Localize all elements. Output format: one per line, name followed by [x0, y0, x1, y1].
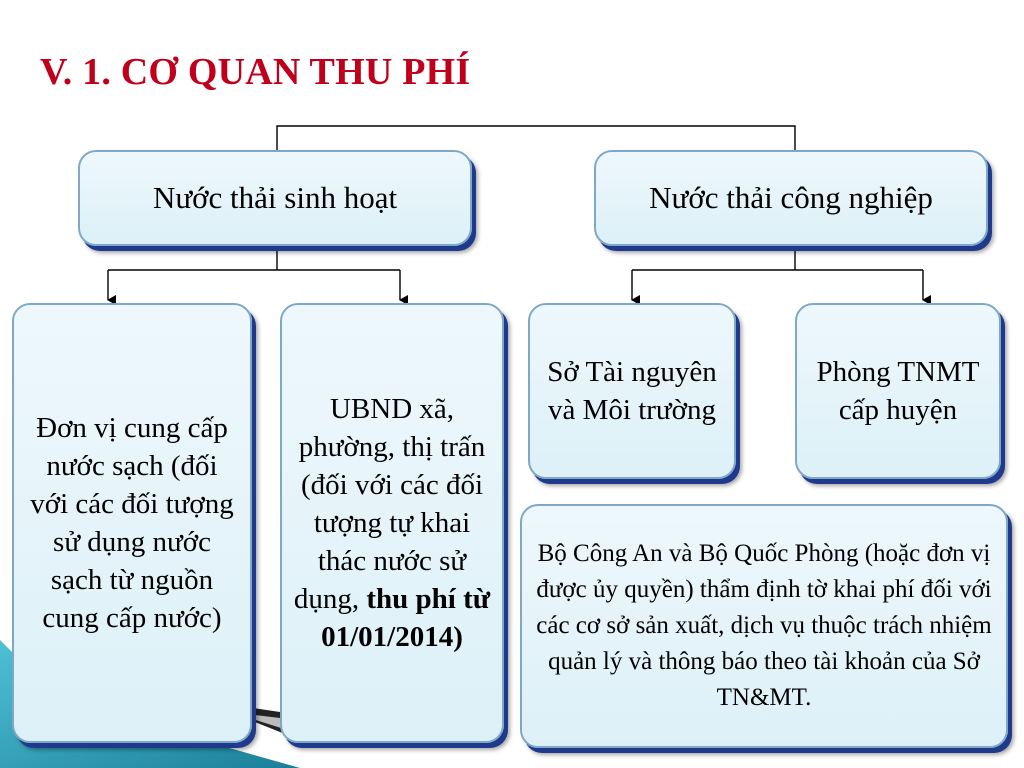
box-domestic-label: Nước thải sinh hoạt [152, 180, 398, 215]
box-police-defense [520, 504, 1008, 748]
box-district-tnmt [795, 303, 1001, 479]
box-domestic-wastewater [78, 150, 472, 246]
box-commune-ubnd-label [290, 390, 494, 656]
slide-title: V. 1. CƠ QUAN THU PHÍ [40, 51, 471, 93]
box-industrial-wastewater [594, 150, 988, 246]
ubnd-text-closing: ) [453, 621, 463, 653]
ubnd-text-regular: UBND xã, phường, thị trấn (đối với các đối tượng tự khai thác nước sử dụng, [293, 393, 486, 615]
box-dept-tnmt-label: Sở Tài nguyên và Môi trường [547, 356, 717, 426]
box-dept-tnmt [528, 303, 736, 479]
box-water-supplier [12, 303, 252, 743]
connector-top [277, 126, 795, 150]
ubnd-text-bold: thu phí từ 01/01/2014 [321, 583, 491, 653]
box-commune-ubnd [280, 303, 504, 743]
box-industrial-label: Nước thải công nghiệp [649, 180, 933, 215]
box-district-tnmt-label: Phòng TNMT cấp huyện [816, 356, 980, 426]
box-water-supplier-label: Đơn vị cung cấp nước sạch (đối với các đối tượng sử dụng nước sạch từ nguồn cung cấp nước) [30, 412, 234, 634]
box-police-defense-label: Bộ Công An và Bộ Quốc Phòng (hoặc đơn vị được ủy quyền) thẩm định tờ khai phí đối với các cơ sở sản xuất, dịch vụ thuộc trách nhiệm quản lý và thông báo theo tài khoản của Sở TN&MT. [536, 540, 992, 711]
